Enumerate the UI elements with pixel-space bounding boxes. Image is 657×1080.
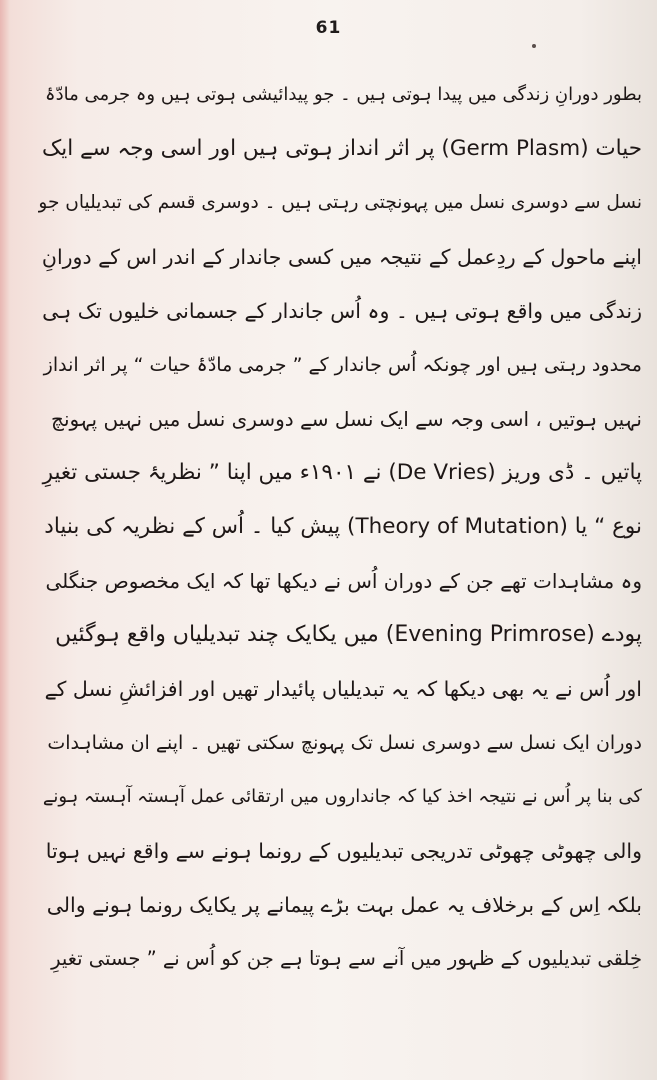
text-line-11: پودے (Evening Primrose) میں یکایک چند تبدیلیاں واقع ہوگئیں <box>55 622 642 647</box>
body-text <box>38 68 642 986</box>
text-line-1: بطور دورانِ زندگی میں پیدا ہوتی ہیں ۔ جو پیدائیشی ہوتی ہیں وہ جرمی مادّۂ <box>45 84 642 105</box>
text-line-2: حیات (Germ Plasm) پر اثر انداز ہوتی ہیں اور اسی وجہ سے ایک <box>42 136 642 161</box>
text-line-15: والی چھوٹی چھوٹی تدریجی تبدیلیوں کے رونما ہونے سے واقع نہیں ہوتا <box>45 839 642 863</box>
text-line-8: پاتیں ۔ ڈی وریز (De Vries) نے ۱۹۰۱ء میں اپنا ” نظریۂ جستی تغیرِ <box>42 460 642 485</box>
text-line-16: بلکہ اِس کے برخلاف یہ عمل بہت بڑے پیمانے پر یکایک رونما ہونے والی <box>46 893 642 917</box>
ink-speck <box>532 44 536 48</box>
text-line-6: محدود رہتی ہیں اور چونکہ اُس جاندار کے ” جرمی مادّۂ حیات “ پر اثر انداز <box>43 354 642 376</box>
text-line-5: زندگی میں واقع ہوتی ہیں ۔ وہ اُس جاندار کے جسمانی خلیوں تک ہی <box>42 299 642 323</box>
text-line-4: اپنے ماحول کے ردِعمل کے نتیجہ میں کسی جاندار کے اندر اس کے دورانِ <box>41 245 642 269</box>
page-number: 61 <box>315 18 342 38</box>
text-line-12: اور اُس نے یہ بھی دیکھا کہ یہ تبدیلیاں پائیدار تھیں اور افزائشِ نسل کے <box>44 677 642 701</box>
text-line-9: نوع “ یا (Theory of Mutation) پیش کیا ۔ اُس کے نظریہ کی بنیاد <box>44 514 642 539</box>
text-line-10: وہ مشاہدات تھے جن کے دوران اُس نے دیکھا تھا کہ ایک مخصوص جنگلی <box>45 569 642 593</box>
text-line-14: کی بنا پر اُس نے نتیجہ اخذ کیا کہ جانداروں میں ارتقائی عمل آہستہ آہستہ ہونے <box>42 786 642 807</box>
page-edge-shadow <box>0 0 10 1080</box>
text-line-17: خِلقی تبدیلیوں کے ظہور میں آنے سے ہوتا ہے جن کو اُس نے ” جستی تغیرِ <box>51 947 642 970</box>
text-line-7: نہیں ہوتیں ، اسی وجہ سے ایک نسل سے دوسری نسل میں نہیں پہونچ <box>51 407 642 431</box>
text-line-13: دوران ایک نسل سے دوسری نسل تک پہونچ سکتی تھیں ۔ اپنے ان مشاہدات <box>47 732 642 754</box>
text-line-3: نسل سے دوسری نسل میں پہونچتی رہتی ہیں ۔ دوسری قسم کی تبدیلیاں جو <box>38 192 642 213</box>
